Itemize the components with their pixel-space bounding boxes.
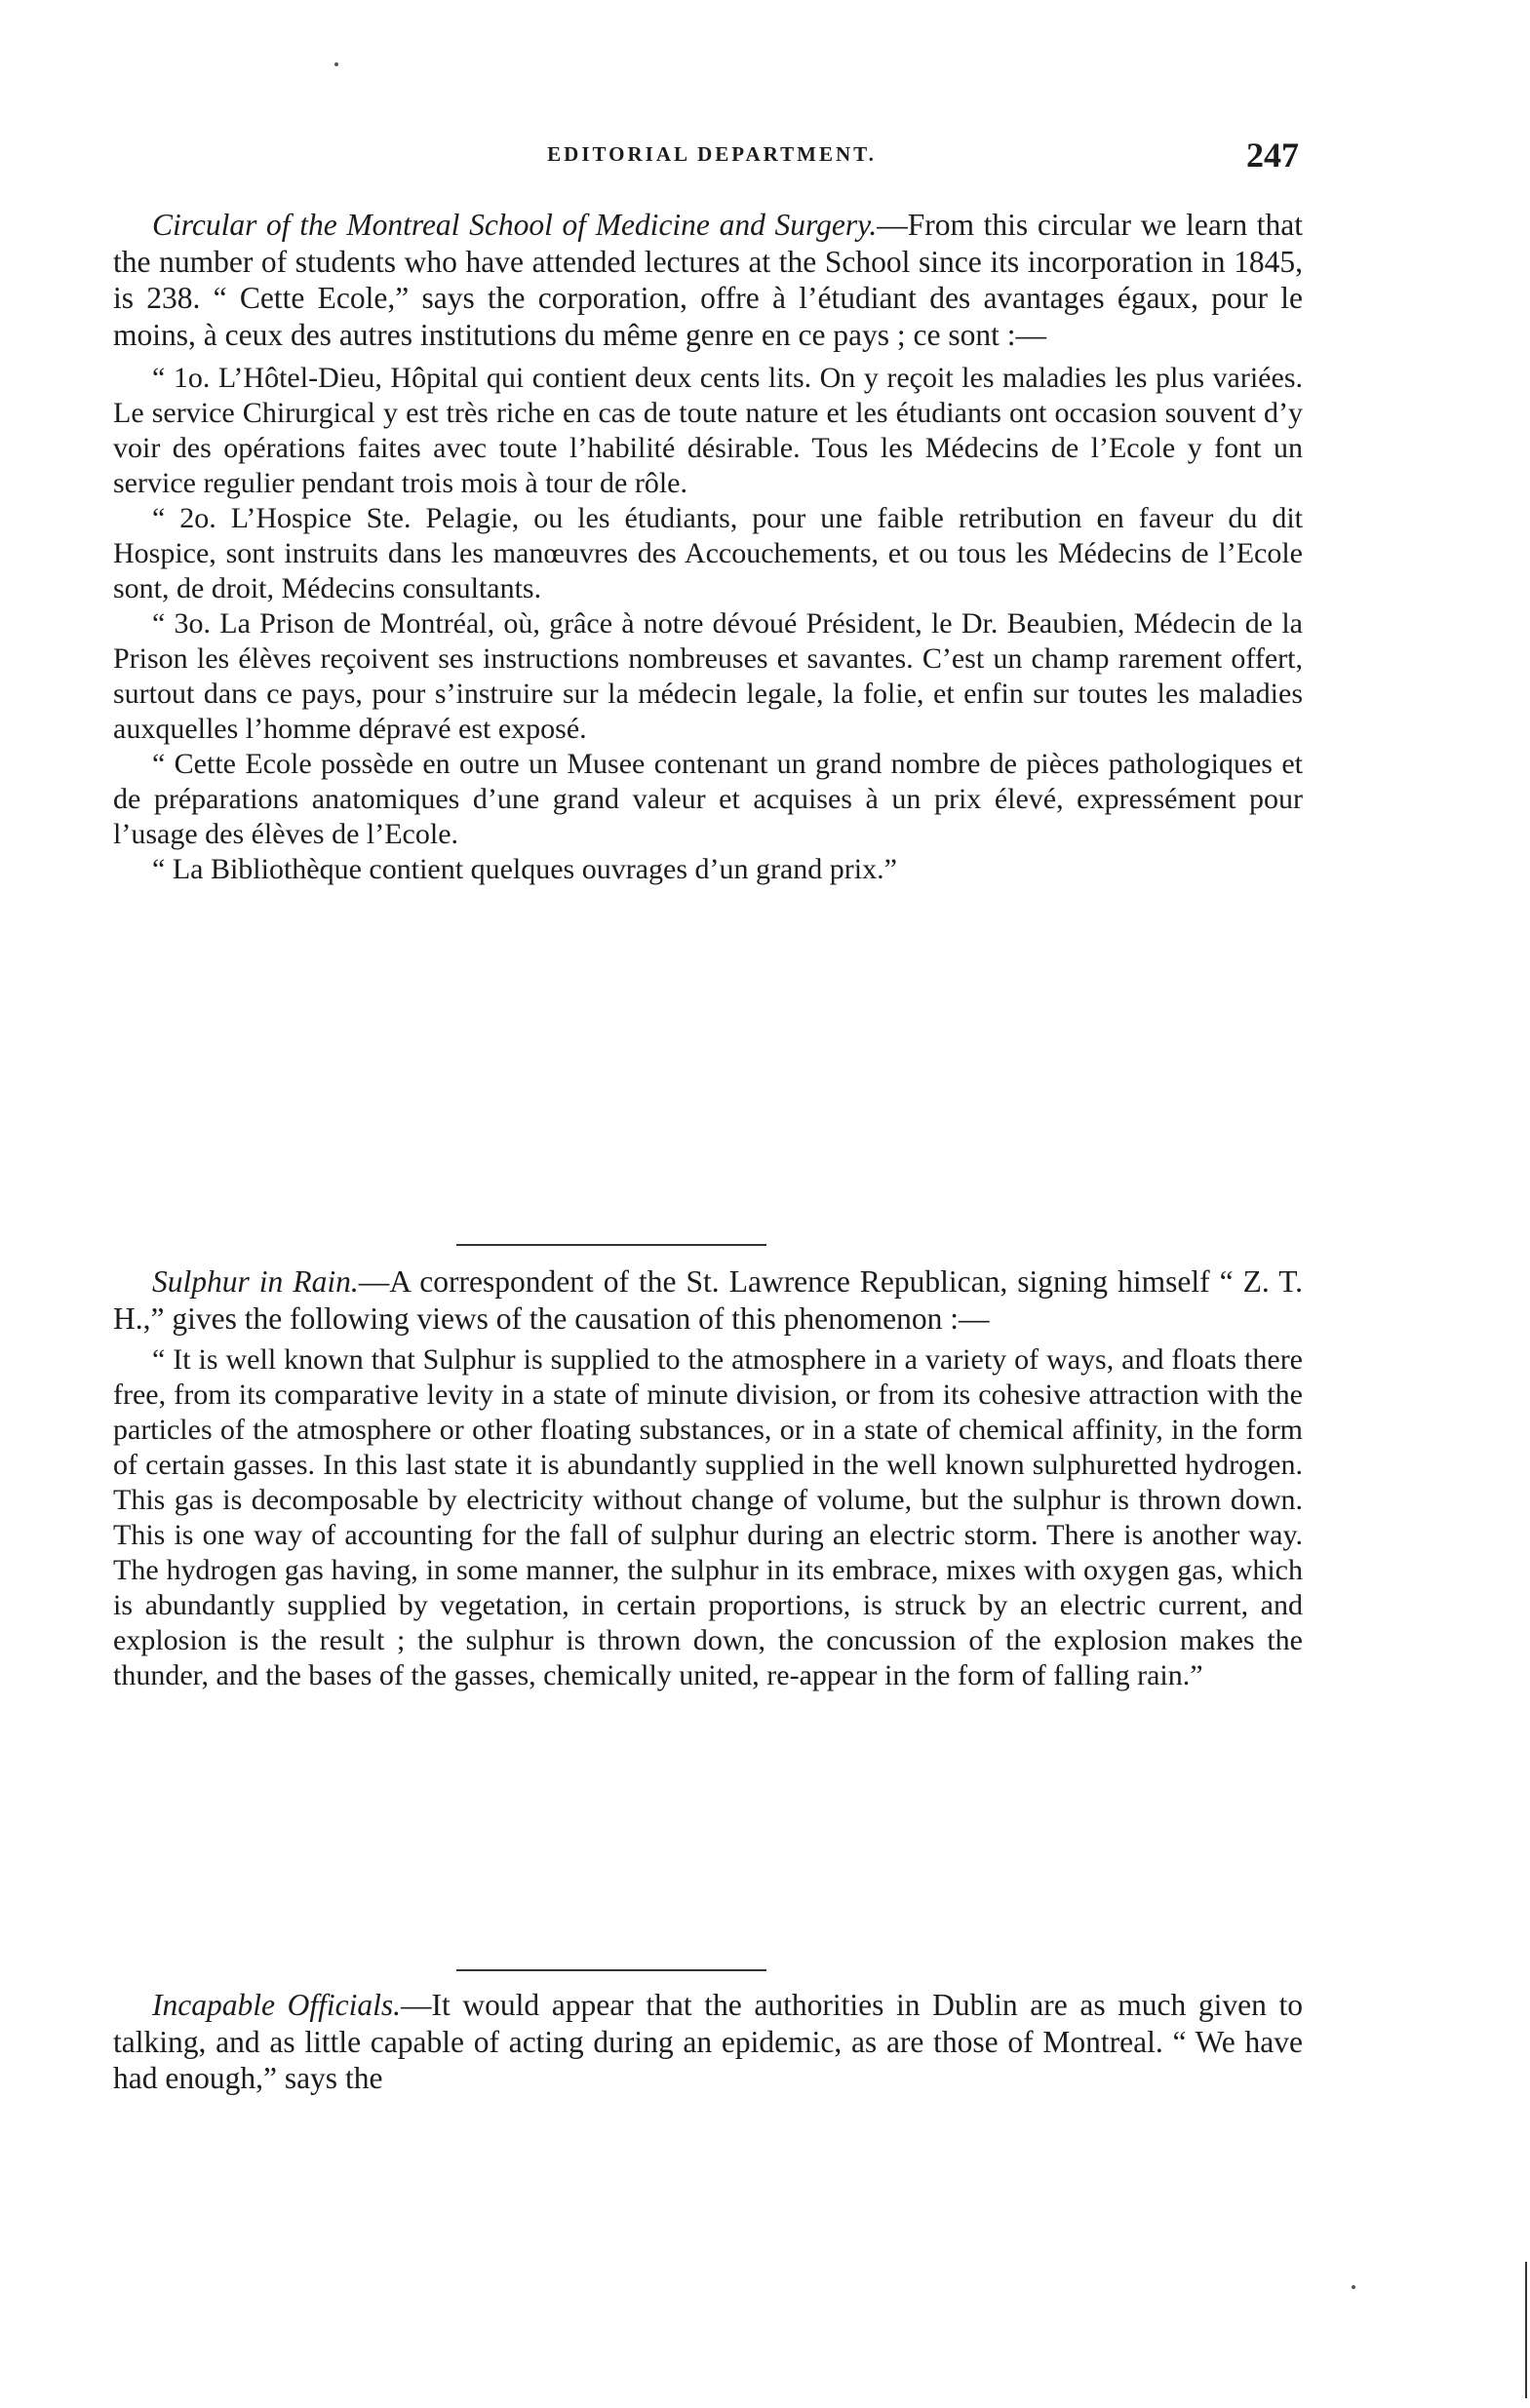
quote-paragraph: “ 2o. L’Hospice Ste. Pelagie, ou les étudiants, pour une faible retribution en faveur du dit Hospice, sont instruits dans les manœuvres des Accouchements, et ou tous les Médecins de l’Ecole sont, de droit, Médecins consultants. xyxy=(113,502,1303,605)
section-title: Circular of the Montreal School of Medicine and Surgery. xyxy=(152,208,878,242)
section-title: Incapable Officials. xyxy=(152,1988,401,2022)
section-intro xyxy=(113,207,1303,353)
quote-paragraph: “ Cette Ecole possède en outre un Musee contenant un grand nombre de pièces pathologiques et de préparations anatomiques d’une grand valeur et acquises à un prix élevé, expressément pour l’usage des élèves de l’Ecole. xyxy=(113,748,1303,851)
stray-mark xyxy=(1352,2285,1355,2289)
section-divider xyxy=(456,1969,766,1971)
section-intro xyxy=(113,1263,1303,1337)
section-intro-text: —From this circular we learn that the number of students who have attended lectures at the School since its incorporation in 1845, is 238. “ Cette Ecole,” says the corporation, offre à l’étudiant des avantages égaux, pour le moins, à ceux des autres institutions du même genre en ce pays ; ce sont :— xyxy=(113,208,1303,352)
section-text: —It would appear that the authorities in Dublin are as much given to talking, and as little capable of acting during an epidemic, as are those of Montreal. “ We have had enough,” says the xyxy=(113,1988,1304,2096)
quote-paragraph: “ 3o. La Prison de Montréal, où, grâce à notre dévoué Président, le Dr. Beaubien, Médecin de la Prison les élèves reçoivent ses instructions nombreuses et savantes. C’est un champ rarement offert, surtout dans ce pays, pour s’instruire sur la médecin legale, la folie, et enfin sur toutes les maladies auxquelles l’homme dépravé est exposé. xyxy=(113,607,1303,746)
section-divider xyxy=(456,1244,766,1246)
section-incapable-officials xyxy=(113,1987,1303,2097)
page-number: 247 xyxy=(1246,136,1299,175)
section-intro-text: —A correspondent of the St. Lawrence Republican, signing himself “ Z. T. H.,” gives the following views of the causation of this phenomenon :— xyxy=(113,1264,1303,1336)
section-title: Sulphur in Rain. xyxy=(152,1264,359,1299)
running-head: EDITORIAL DEPARTMENT. xyxy=(547,142,877,166)
french-quotation xyxy=(113,361,1303,887)
section-sulphur-in-rain xyxy=(113,1263,1303,1693)
quote-paragraph: “ 1o. L’Hôtel-Dieu, Hôpital qui contient deux cents lits. On y reçoit les maladies les plus variées. Le service Chirurgical y est très riche en cas de toute nature et les étudiants ont occasion souvent d’y voir des opérations faites avec toute l’habilité désirable. Tous les Médecins de l’Ecole y font un service regulier pendant trois mois à tour de rôle. xyxy=(113,362,1303,500)
page-header xyxy=(117,135,1307,174)
stray-mark xyxy=(334,62,338,66)
quote-paragraph: “ La Bibliothèque contient quelques ouvrages d’un grand prix.” xyxy=(152,853,897,886)
section-montreal-school xyxy=(113,207,1303,887)
section-intro xyxy=(113,1987,1303,2097)
quote-paragraph: “ It is well known that Sulphur is supplied to the atmosphere in a variety of ways, and floats there free, from its comparative levity in a state of minute division, or from its cohesive attraction with the particles of the atmosphere or other floating substances, or in a state of chemical affinity, in the form of certain gasses. In this last state it is abundantly supplied in the well known sulphuretted hydrogen. This gas is decomposable by electricity without change of volume, but the sulphur is thrown down. This is one way of accounting for the fall of sulphur during an electric storm. There is another way. The hydrogen gas having, in some manner, the sulphur in its embrace, mixes with oxygen gas, which is abundantly supplied by vegetation, in certain proportions, is struck by an electric current, and explosion is the result ; the sulphur is thrown down, the concussion of the explosion makes the thunder, and the bases of the gasses, chemically united, re-appear in the form of falling rain.” xyxy=(113,1343,1303,1692)
page-edge-line xyxy=(1525,2262,1527,2398)
correspondent-quotation xyxy=(113,1342,1303,1693)
